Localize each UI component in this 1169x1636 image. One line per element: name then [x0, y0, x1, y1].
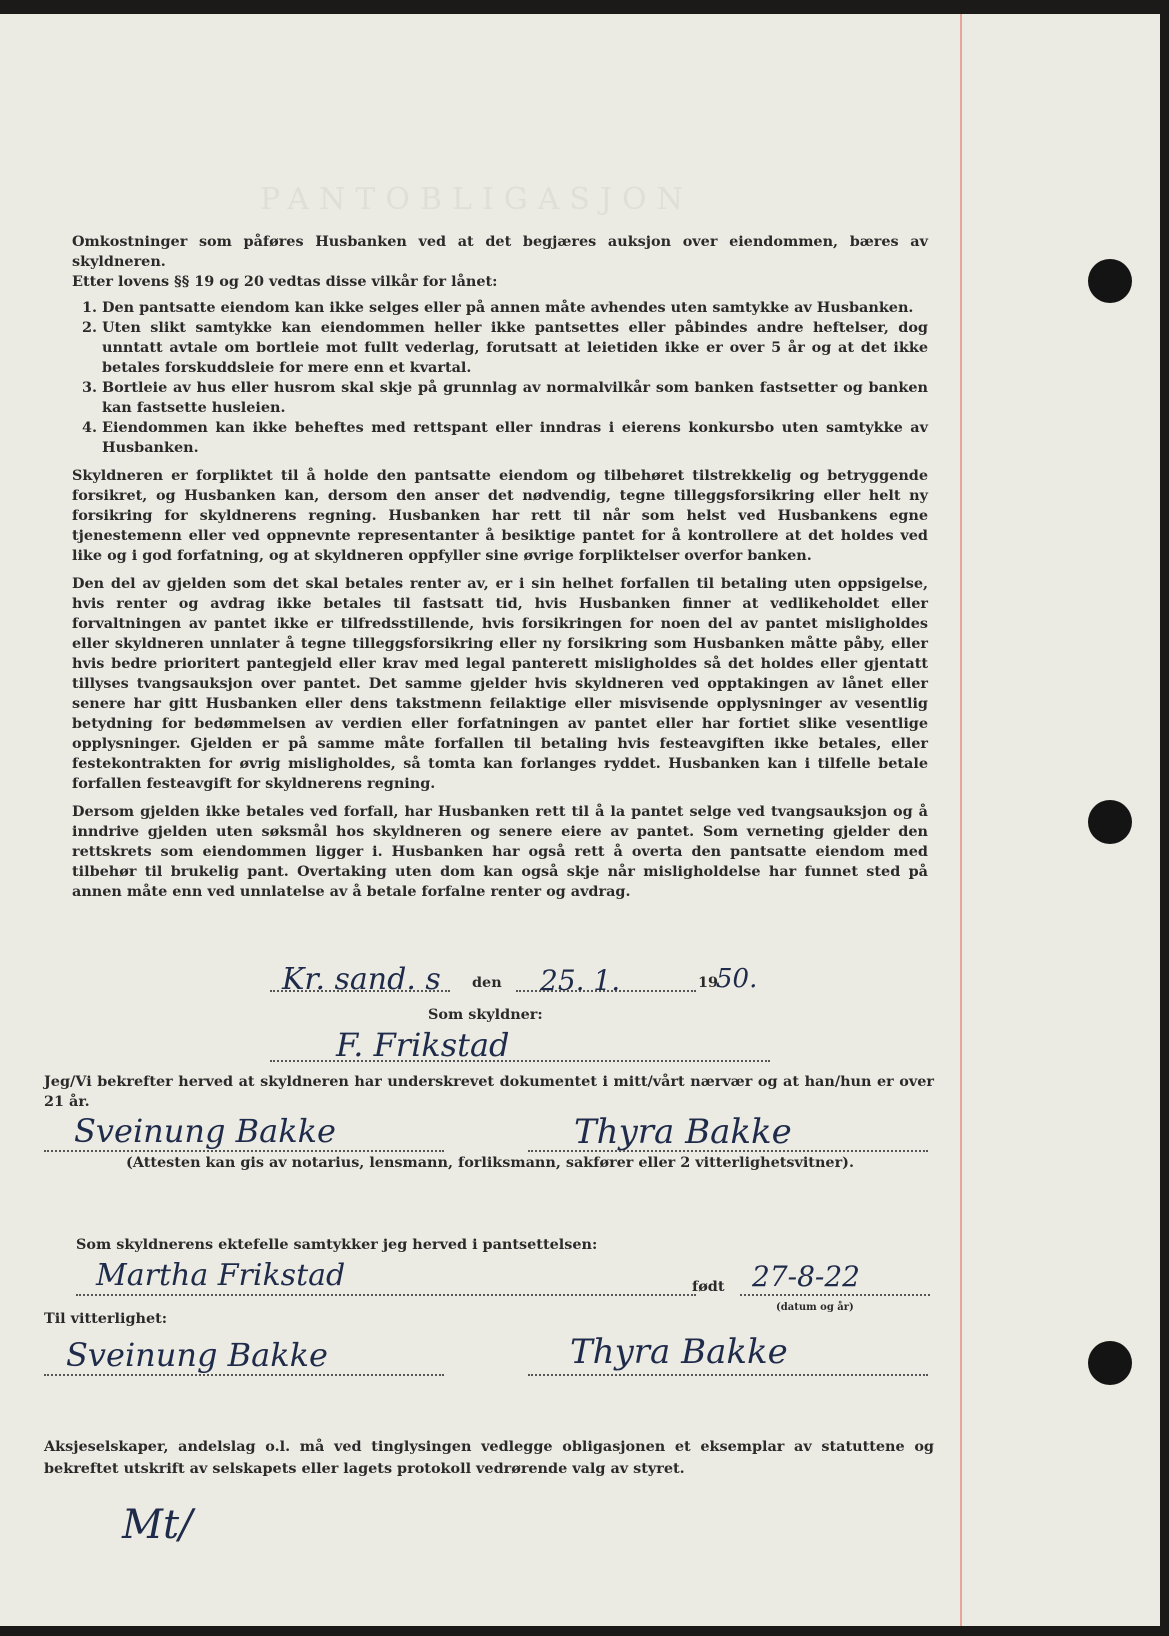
place-handwritten: Kr. sand. s	[282, 962, 441, 997]
paragraph-costs: Omkostninger som påføres Husbanken ved at det begjæres auksjon over eiendommen, bæres av skyldneren.	[72, 233, 928, 270]
date-handwritten: 25. 1.	[540, 964, 621, 997]
watermark-text: PANTOBLIGASJON	[260, 182, 693, 217]
conditions-list	[72, 298, 928, 458]
year-handwritten: 50.	[716, 964, 758, 994]
spouse-witness2-signature: Thyra Bakke	[570, 1332, 788, 1372]
spouse-dotted-line	[76, 1294, 696, 1296]
den-label: den	[472, 974, 502, 991]
margin-line	[960, 14, 962, 1626]
spouse-witness1-signature: Sveinung Bakke	[66, 1336, 328, 1374]
paragraph-default: Den del av gjelden som det skal betales renter av, er i sin helhet forfallen til betaling uten oppsigelse, hvis renter og avdrag ikke betales til fastsatt tid, hvis Husbanken finner at vedlikeholdet eller forvaltningen av pantet ikke er tilfredsstillende, hvis forsikringen for noen del av pantet misligholdes eller skyldneren unnlater å tegne tilleggsforsikring eller ny forsikring som Husbanken måtte påby, eller hvis bedre prioritert pantegjeld eller krav med legal panterett misligholdes så det holdes eller gjentatt tillyses tvangsauksjon over pantet. Det samme gjelder hvis skyldneren ved opptakingen av lånet eller senere har gitt Husbanken eller dens takstmenn feilaktige eller misvisende opplysninger av vesentlig betydning for bedømmelsen av verdien eller forfatningen av pantet eller har fortiet slike vesentlige opplysninger. Gjelden er på samme måte forfallen til betaling hvis festeavgiften ikke betales, eller festekontrakten for øvrig misligholdes, så tomta kan forlanges ryddet. Husbanken kan i tilfelle betale forfallen festeavgift for skyldnerens regning.	[72, 575, 928, 792]
datum-label: (datum og år)	[776, 1302, 854, 1313]
attest-text: Jeg/Vi bekrefter herved at skyldneren har underskrevet dokumentet i mitt/vårt nærvær og at han/hun er over 21 år.	[44, 1073, 934, 1110]
witness1-dotted-line	[44, 1150, 444, 1152]
place-dotted-line	[270, 990, 450, 992]
spouse-consent-text: Som skyldnerens ektefelle samtykker jeg herved i pantsettelsen:	[76, 1236, 598, 1253]
witness2-signature: Thyra Bakke	[574, 1112, 792, 1152]
paragraph-conditions-intro: Etter lovens §§ 19 og 20 vedtas disse vilkår for lånet:	[72, 273, 498, 290]
spouse-witness1-dotted-line	[44, 1374, 444, 1376]
attest-note: (Attesten kan gis av notarius, lensmann, forliksmann, sakfører eller 2 vitterlighetsvitner).	[126, 1154, 854, 1171]
date-dotted-line	[516, 990, 696, 992]
debtor-label: Som skyldner:	[428, 1006, 543, 1023]
witness-label: Til vitterlighet:	[44, 1310, 168, 1327]
spouse-witness2-dotted-line	[528, 1374, 928, 1376]
punch-hole	[1088, 1341, 1132, 1385]
punch-hole	[1088, 800, 1132, 844]
paragraph-insurance: Skyldneren er forpliktet til å holde den pantsatte eiendom og tilbehøret tilstrekkelig og betryggende forsikret, og Husbanken kan, dersom den anser det nødvendig, tegne tilleggsforsikring eller helt ny forsikring for skyldnerens regning. Husbanken har rett til når som helst ved Husbankens egne tjenestemenn eller ved oppnevnte representanter å besiktige pantet for å kontrollere at det holdes ved like og i god forfatning, og at skyldneren oppfyller sine øvrige forpliktelser overfor banken.	[72, 467, 928, 564]
spouse-signature: Martha Frikstad	[96, 1258, 346, 1293]
condition-item: 1. Den pantsatte eiendom kan ikke selges eller på annen måte avhendes uten samtykke av Husbanken.	[102, 298, 928, 318]
condition-item: 4. Eiendommen kan ikke beheftes med rettspant eller inndras i eierens konkursbo uten samtykke av Husbanken.	[102, 418, 928, 458]
born-label: født	[692, 1278, 725, 1295]
condition-item: 2. Uten slikt samtykke kan eiendommen heller ikke pantsettes eller påbindes andre heftelser, dog unntatt avtale om bortleie mot fullt vederlag, forutsatt at leietiden ikke er over 5 år og at det ikke betales forskuddsleie for mere enn et kvartal.	[102, 318, 928, 378]
paragraph-enforcement: Dersom gjelden ikke betales ved forfall, har Husbanken rett til å la pantet selge ved tvangsauksjon og å inndrive gjelden uten søksmål hos skyldneren og senere eiere av pantet. Som verneting gjelder den rettskrets som eiendommen ligger i. Husbanken har også rett å overta den pantsatte eiendom med tilbehør til brukelig pant. Overtaking uten dom kan også skje når misligholdelse har funnet sted på annen måte enn ved unnlatelse av å betale forfalne renter og avdrag.	[72, 803, 928, 900]
terms-block	[72, 232, 928, 902]
born-date: 27-8-22	[752, 1260, 860, 1293]
born-dotted-line	[740, 1294, 930, 1296]
handwritten-initials: Mt/	[122, 1502, 193, 1548]
document-page	[0, 14, 1160, 1626]
witness2-dotted-line	[528, 1150, 928, 1152]
footer-note: Aksjeselskaper, andelslag o.l. må ved tinglysingen vedlegge obligasjonen et eksemplar av statuttene og bekreftet utskrift av selskapets eller lagets protokoll vedrørende valg av styret.	[44, 1438, 934, 1477]
witness1-signature: Sveinung Bakke	[74, 1112, 336, 1150]
punch-hole	[1088, 259, 1132, 303]
condition-item: 3. Bortleie av hus eller husrom skal skje på grunnlag av normalvilkår som banken fastsetter og banken kan fastsette husleien.	[102, 378, 928, 418]
debtor-dotted-line	[270, 1060, 770, 1062]
debtor-signature: F. Frikstad	[336, 1026, 510, 1064]
year-prefix: 19	[698, 974, 719, 991]
